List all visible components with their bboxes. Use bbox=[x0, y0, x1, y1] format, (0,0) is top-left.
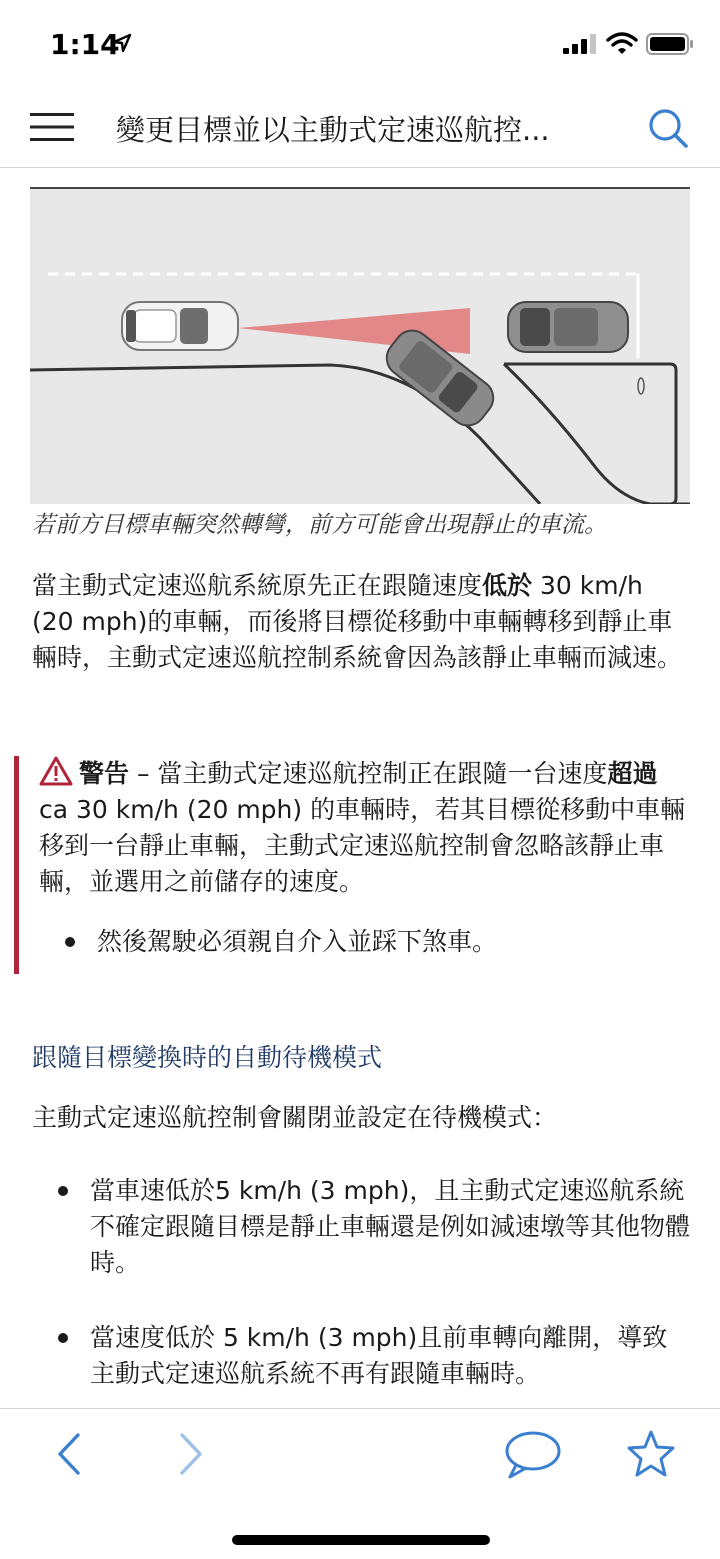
battery-icon bbox=[646, 33, 694, 55]
back-icon[interactable] bbox=[46, 1429, 96, 1479]
home-indicator bbox=[232, 1535, 490, 1545]
star-icon[interactable] bbox=[626, 1429, 676, 1479]
stationary-car bbox=[508, 302, 628, 352]
list-item: 當速度低於 5 km/h (3 mph)且前車轉向離開，導致主動式定速巡航系統不再有跟隨車輛時。 bbox=[90, 1323, 668, 1388]
warning-bold: 超過 bbox=[607, 759, 658, 788]
para1-text-a: 當主動式定速巡航系統原先正在跟隨速度 bbox=[32, 571, 483, 600]
wifi-icon bbox=[606, 32, 638, 56]
search-icon[interactable] bbox=[646, 106, 690, 150]
bullet-dot bbox=[65, 937, 75, 947]
location-arrow-icon bbox=[112, 33, 132, 53]
status-time: 1:14 bbox=[50, 28, 120, 61]
warning-dash: – bbox=[129, 759, 158, 788]
warning-box bbox=[14, 756, 694, 974]
bullet-dot bbox=[58, 1186, 68, 1196]
warning-label: 警告 bbox=[79, 759, 130, 788]
bullet-dot bbox=[58, 1333, 68, 1343]
paragraph-slow-target bbox=[32, 568, 692, 676]
warning-text-b: ca 30 km/h (20 mph) 的車輛時，若其目標從移動中車輛移到一台靜止車輛，主動式定速巡航控制會忽略該靜止車輛，並選用之前儲存的速度。 bbox=[39, 795, 686, 896]
signal-icon bbox=[563, 34, 599, 54]
list-item: 當車速低於5 km/h (3 mph)，且主動式定速巡航系統不確定跟隨目標是靜止車輛還是例如減速墩等其他物體時。 bbox=[90, 1176, 691, 1277]
nav-bar bbox=[0, 88, 720, 168]
paragraph-standby: 主動式定速巡航控制會關閉並設定在待機模式： bbox=[32, 1103, 558, 1132]
status-bar bbox=[0, 0, 720, 88]
forward-icon[interactable] bbox=[164, 1429, 214, 1479]
own-car bbox=[122, 302, 238, 350]
article-content bbox=[0, 168, 720, 1408]
warning-text bbox=[39, 756, 689, 900]
section-link-standby[interactable]: 跟隨目標變換時的自動待機模式 bbox=[32, 1043, 383, 1072]
comment-icon[interactable] bbox=[504, 1429, 562, 1479]
warning-triangle-icon bbox=[39, 756, 73, 786]
figure-caption: 若前方目標車輛突然轉彎，前方可能會出現靜止的車流。 bbox=[32, 512, 607, 538]
bottom-toolbar bbox=[0, 1408, 720, 1559]
traffic-illustration bbox=[30, 168, 690, 504]
warning-text-a: 當主動式定速巡航控制正在跟隨一台速度 bbox=[157, 759, 608, 788]
warning-bullet: 然後駕駛必須親自介入並踩下煞車。 bbox=[97, 927, 498, 956]
para1-text-b: 30 km/h (20 mph)的車輛，而後將目標從移動中車輛轉移到靜止車輛時，主動式定速巡航控制系統會因為該靜止車輛而減速。 bbox=[32, 571, 683, 672]
page-title: 變更目標並以主動式定速巡航控... bbox=[116, 113, 550, 147]
menu-icon[interactable] bbox=[30, 112, 74, 142]
para1-bold: 低於 bbox=[482, 571, 533, 600]
